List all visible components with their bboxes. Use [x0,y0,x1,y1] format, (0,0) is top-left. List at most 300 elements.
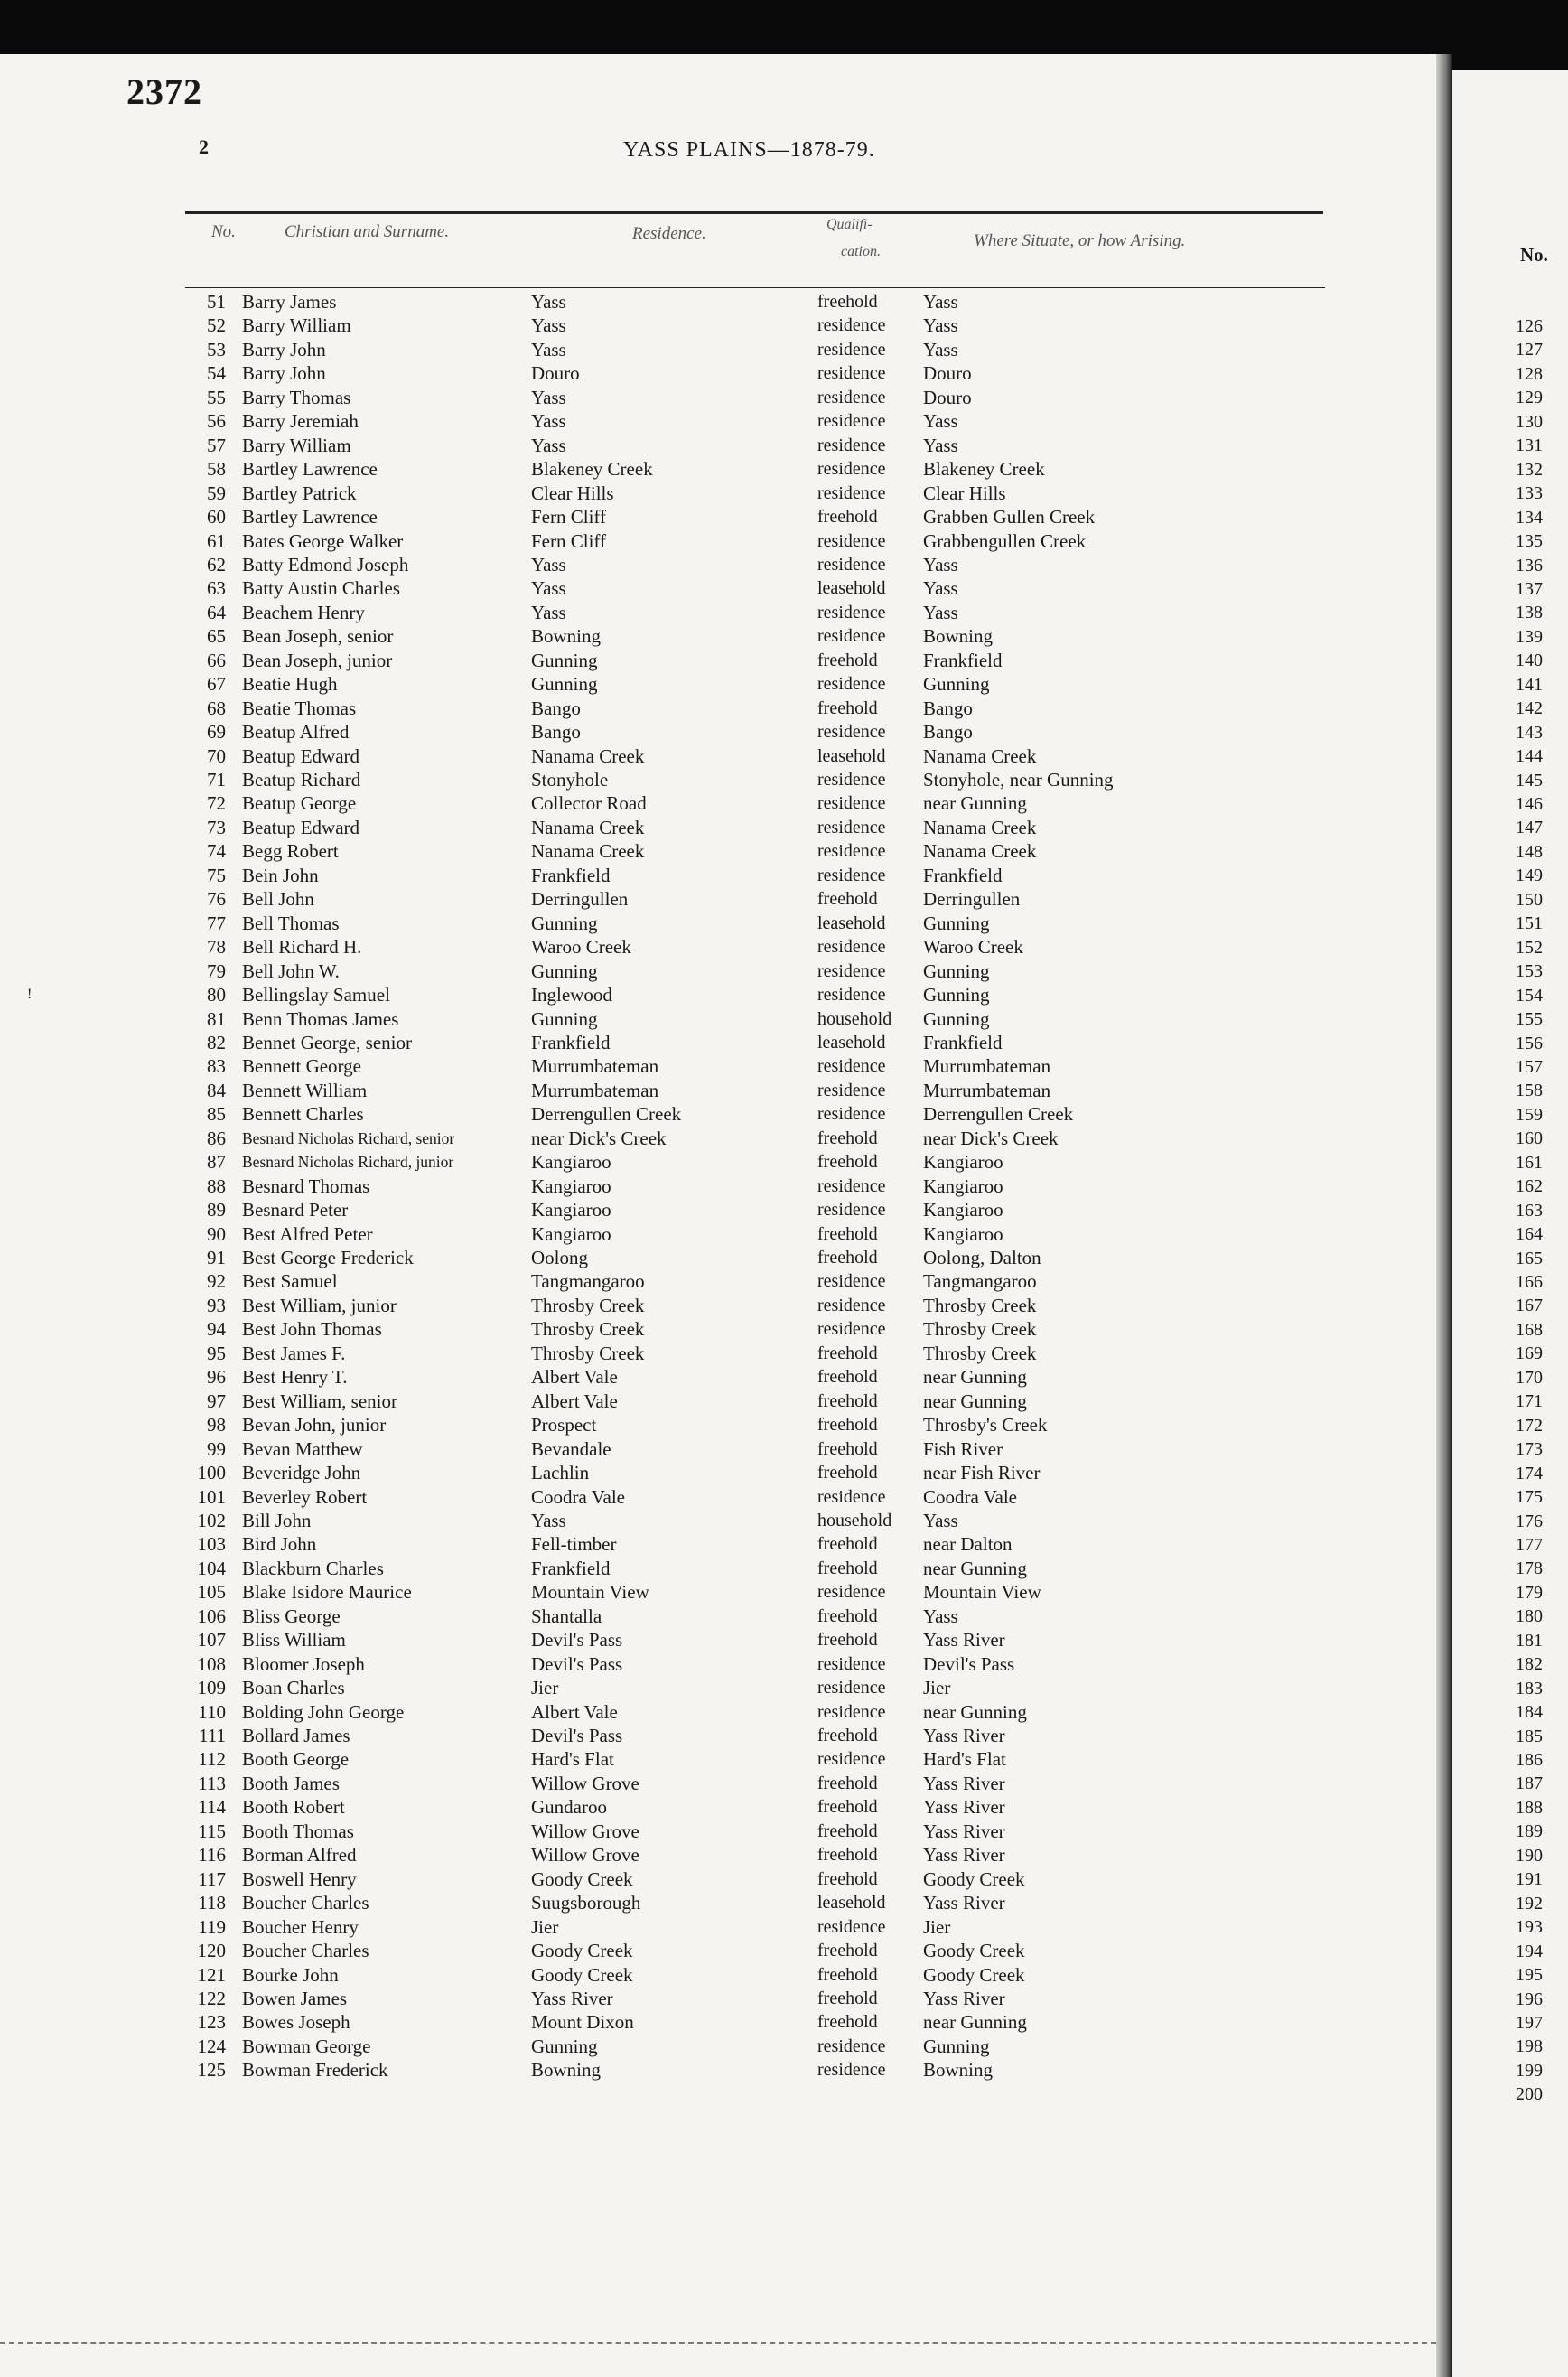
entry-number: 67 [207,673,226,696]
right-page-header-no: No. [1520,244,1548,266]
right-page-entry-number: 182 [1516,1654,1543,1675]
where-situate: Yass River [923,1892,1005,1914]
qualification: residence [817,817,886,838]
entry-number: 73 [207,816,226,838]
right-page-entry-number: 138 [1516,603,1543,623]
right-page-entry-number: 198 [1516,2036,1543,2057]
where-situate: Douro [923,362,972,385]
voter-name: Best Samuel [242,1270,338,1293]
voter-name: Bean Joseph, junior [242,649,393,671]
residence: Kangiaroo [531,1151,611,1174]
right-page-entry-number: 165 [1516,1248,1543,1268]
header-name: Christian and Surname. [285,222,450,241]
right-page-entry-number: 175 [1516,1487,1543,1508]
qualification: residence [817,1271,886,1292]
residence: Albert Vale [531,1390,618,1412]
entry-number: 100 [197,1462,226,1484]
voter-name: Bell Thomas [242,912,340,934]
residence: Clear Hills [531,482,614,504]
right-page-entry-number: 163 [1516,1200,1543,1221]
entry-number: 106 [197,1605,226,1627]
entry-number: 53 [207,338,226,360]
header-residence: Residence. [632,224,706,243]
where-situate: near Gunning [923,2011,1027,2034]
where-situate: Kangiaroo [923,1151,1003,1174]
entry-number: 105 [197,1581,226,1604]
qualification: freehold [817,1438,878,1459]
right-page-entry-number: 187 [1516,1773,1543,1794]
where-situate: Kangiaroo [923,1199,1003,1221]
residence: Yass [531,601,566,623]
residence: Frankfield [531,864,611,886]
right-page-entry-number: 128 [1516,363,1543,384]
qualification: residence [817,1056,886,1077]
entry-number: 97 [207,1390,226,1412]
qualification: residence [817,1916,886,1937]
where-situate: Yass River [923,1987,1005,2009]
right-page-entry-number: 185 [1516,1726,1543,1746]
voter-name: Barry Jeremiah [242,410,359,433]
entry-number: 124 [197,2035,226,2057]
where-situate: Douro [923,386,972,408]
entry-number: 75 [207,864,226,886]
residence: Fern Cliff [531,529,607,552]
right-page-entry-number: 188 [1516,1797,1543,1818]
residence: Lachlin [531,1462,590,1484]
where-situate: Fish River [923,1437,1003,1460]
residence: Kangiaroo [531,1174,611,1197]
where-situate: Murrumbateman [923,1055,1051,1078]
voter-name: Bowman Frederick [242,2059,388,2082]
right-page-entry-number: 148 [1516,841,1543,862]
voter-name: Bartley Patrick [242,482,357,504]
where-situate: Yass River [923,1629,1005,1652]
residence: Devil's Pass [531,1629,623,1652]
where-situate: Goody Creek [923,1963,1025,1986]
right-page-entry-number: 167 [1516,1296,1543,1316]
qualification: freehold [817,1820,878,1841]
right-page-entry-number: 151 [1516,913,1543,934]
residence: Frankfield [531,1031,611,1053]
residence: Yass [531,434,566,456]
entry-number: 78 [207,936,226,959]
where-situate: Derringullen [923,888,1021,911]
qualification: residence [817,1749,886,1770]
right-page-entry-number: 181 [1516,1630,1543,1651]
qualification: residence [817,865,886,885]
qualification: household [817,1510,892,1530]
residence: Goody Creek [531,1940,633,1962]
voter-name: Bennett Charles [242,1103,364,1126]
right-page-entry-number: 174 [1516,1463,1543,1483]
voter-name: Bartley Lawrence [242,458,378,481]
right-page-entry-number: 169 [1516,1343,1543,1364]
stray-mark: ! [27,987,33,1002]
voter-name: Boucher Henry [242,1915,359,1938]
right-page-entry-number: 193 [1516,1917,1543,1938]
right-page-entry-number: 190 [1516,1845,1543,1866]
where-situate: Yass [923,434,958,456]
where-situate: Gunning [923,959,990,982]
where-situate: Nanama Creek [923,816,1037,838]
voter-name: Boswell Henry [242,1867,357,1890]
where-situate: Yass [923,577,958,600]
entry-number: 112 [198,1748,226,1771]
residence: Fern Cliff [531,506,607,529]
qualification: residence [817,315,886,336]
qualification: residence [817,602,886,622]
where-situate: Bango [923,721,973,744]
right-page-entry-number: 132 [1516,459,1543,480]
entry-number: 55 [207,386,226,408]
right-page-entry-number: 161 [1516,1152,1543,1173]
where-situate: Blakeney Creek [923,458,1045,481]
qualification: residence [817,674,886,695]
voter-name: Boan Charles [242,1677,345,1699]
residence: Albert Vale [531,1366,618,1389]
qualification: freehold [817,1223,878,1244]
voter-name: Bill John [242,1509,312,1531]
right-page-entry-number: 147 [1516,818,1543,838]
residence: Throsby Creek [531,1342,645,1364]
voter-name: Bell John [242,888,314,911]
right-page-entry-number: 126 [1516,316,1543,336]
qualification: leasehold [817,912,886,933]
residence: Yass [531,291,566,313]
qualification: leasehold [817,1893,886,1914]
where-situate: Frankfield [923,864,1003,886]
right-page-entry-number: 135 [1516,531,1543,552]
voter-name: Best William, senior [242,1390,397,1412]
residence: Coodra Vale [531,1485,626,1508]
entry-number: 61 [207,529,226,552]
residence: Throsby Creek [531,1318,645,1341]
residence: Nanama Creek [531,816,645,838]
where-situate: Throsby's Creek [923,1414,1048,1436]
residence: Mountain View [531,1581,649,1604]
entry-number: 120 [197,1940,226,1962]
right-page-entry-number: 143 [1516,722,1543,743]
entry-number: 71 [207,769,226,791]
voter-name: Bolding John George [242,1700,405,1723]
residence: Hard's Flat [531,1748,614,1771]
residence: near Dick's Creek [531,1127,667,1149]
right-page-entry-number: 168 [1516,1319,1543,1340]
voter-name: Beachem Henry [242,601,365,623]
where-situate: Yass River [923,1772,1005,1794]
where-situate: Yass River [923,1725,1005,1746]
voter-name: Beatup Alfred [242,721,350,744]
qualification: freehold [817,1390,878,1411]
voter-name: Boucher Charles [242,1940,369,1962]
right-page-entry-number: 166 [1516,1272,1543,1292]
voter-name: Bates George Walker [242,529,404,552]
where-situate: Jier [923,1915,951,1938]
qualification: residence [817,793,886,814]
right-page-entry-number: 130 [1516,411,1543,432]
residence: Fell-timber [531,1533,617,1556]
where-situate: Throsby Creek [923,1318,1037,1341]
qualification: residence [817,363,886,384]
where-situate: Gunning [923,984,990,1006]
qualification: residence [817,1175,886,1196]
right-page-entry-number: 158 [1516,1081,1543,1101]
header-no: No. [211,222,236,241]
right-page-entry-number: 199 [1516,2060,1543,2081]
residence: Gunning [531,959,598,982]
right-page-entry-number: 191 [1516,1869,1543,1890]
where-situate: Yass [923,410,958,433]
right-page-entry-number: 145 [1516,770,1543,791]
where-situate: Yass [923,291,958,313]
voter-name: Batty Edmond Joseph [242,553,409,576]
residence: Goody Creek [531,1963,633,1986]
right-page-entry-number: 153 [1516,961,1543,982]
entry-number: 56 [207,410,226,433]
where-situate: Throsby Creek [923,1294,1037,1316]
voter-name: Barry William [242,314,351,337]
entry-number: 89 [207,1199,226,1221]
residence: Bango [531,721,581,744]
voter-name: Bevan Matthew [242,1437,363,1460]
page-bottom-rule [0,2342,1436,2344]
qualification: residence [817,1104,886,1125]
residence: Gunning [531,649,598,671]
right-page-entry-number: 173 [1516,1439,1543,1460]
where-situate: Stonyhole, near Gunning [923,769,1114,791]
where-situate: Gunning [923,2035,990,2057]
residence: Willow Grove [531,1820,639,1842]
residence: Willow Grove [531,1772,639,1794]
qualification: freehold [817,1773,878,1793]
where-situate: Gunning [923,912,990,934]
residence: Frankfield [531,1557,611,1579]
where-situate: Nanama Creek [923,744,1037,767]
voter-name: Bliss William [242,1629,346,1652]
entry-number: 115 [198,1820,226,1842]
voter-name: Barry John [242,338,326,360]
qualification: freehold [817,1605,878,1626]
where-situate: Yass [923,553,958,576]
voter-name: Bevan John, junior [242,1414,387,1436]
residence: Waroo Creek [531,936,631,959]
right-page-entry-number: 179 [1516,1582,1543,1603]
right-page-entry-number: 134 [1516,507,1543,528]
residence: Shantalla [531,1605,602,1627]
right-page-entry-number: 156 [1516,1033,1543,1053]
where-situate: Gunning [923,673,990,696]
where-situate: Throsby Creek [923,1342,1037,1364]
qualification: freehold [817,1630,878,1651]
voter-name: Bowman George [242,2035,371,2057]
entry-number: 65 [207,625,226,648]
residence: Goody Creek [531,1867,633,1890]
entry-number: 104 [197,1557,226,1579]
qualification: freehold [817,2012,878,2033]
residence: Willow Grove [531,1844,639,1867]
entry-number: 84 [207,1079,226,1101]
right-page-entry-number: 172 [1516,1415,1543,1436]
entry-number: 113 [198,1772,226,1794]
where-situate: Devil's Pass [923,1652,1015,1675]
residence: Kangiaroo [531,1199,611,1221]
qualification: freehold [817,1868,878,1889]
qualification: residence [817,960,886,981]
entry-number: 109 [197,1677,226,1699]
residence: Prospect [531,1414,597,1436]
voter-name: Borman Alfred [242,1844,357,1867]
where-situate: Bango [923,697,973,719]
header-bottom-rule [185,287,1325,288]
voter-name: Best Alfred Peter [242,1222,373,1245]
entry-number: 79 [207,959,226,982]
entry-number: 66 [207,649,226,671]
qualification: residence [817,482,886,503]
where-situate: Clear Hills [923,482,1006,504]
qualification: residence [817,554,886,575]
entry-number: 60 [207,506,226,529]
voter-name: Bird John [242,1533,317,1556]
voter-name: Beatie Hugh [242,673,338,696]
qualification: residence [817,1200,886,1221]
residence: Yass [531,1509,566,1531]
residence: Bevandale [531,1437,611,1460]
voter-name: Blackburn Charles [242,1557,384,1579]
right-page-entry-number: 146 [1516,794,1543,814]
qualification: freehold [817,1534,878,1555]
qualification: leasehold [817,745,886,766]
where-situate: Nanama Creek [923,840,1037,863]
qualification: freehold [817,292,878,312]
qualification: freehold [817,1941,878,1961]
qualification: freehold [817,1152,878,1173]
where-situate: Yass River [923,1844,1005,1867]
voter-name: Bowen James [242,1987,348,2009]
entry-number: 63 [207,577,226,600]
residence: Devil's Pass [531,1725,623,1746]
residence: Nanama Creek [531,744,645,767]
voter-name: Bennett George [242,1055,361,1078]
right-page-entry-number: 177 [1516,1534,1543,1555]
voter-name: Blake Isidore Maurice [242,1581,412,1604]
entry-number: 96 [207,1366,226,1389]
voter-name: Benn Thomas James [242,1007,399,1030]
right-page-entry-number: 189 [1516,1821,1543,1842]
right-page-entry-number: 142 [1516,698,1543,719]
residence: Collector Road [531,792,647,815]
residence: Blakeney Creek [531,458,653,481]
voter-name: Best George Frederick [242,1247,414,1268]
entry-number: 58 [207,458,226,481]
right-page-entry-number: 162 [1516,1176,1543,1197]
entry-number: 118 [198,1892,226,1914]
right-page-entry-number: 200 [1516,2084,1543,2105]
entry-number: 68 [207,697,226,719]
where-situate: near Dick's Creek [923,1127,1059,1149]
qualification: residence [817,530,886,551]
right-page-entry-number: 133 [1516,483,1543,504]
qualification: leasehold [817,578,886,599]
voter-name: Bowes Joseph [242,2011,350,2034]
entry-number: 64 [207,601,226,623]
right-page-entry-number: 137 [1516,578,1543,599]
entry-number: 91 [207,1247,226,1268]
residence: Yass [531,553,566,576]
qualification: freehold [817,697,878,718]
where-situate: Jier [923,1677,951,1699]
voter-name: Best William, junior [242,1294,397,1316]
where-situate: Oolong, Dalton [923,1247,1041,1268]
where-situate: near Dalton [923,1533,1013,1556]
qualification: residence [817,1295,886,1315]
residence: Yass [531,314,566,337]
entry-number: 81 [207,1007,226,1030]
voter-name: Booth Robert [242,1796,345,1819]
qualification: residence [817,387,886,407]
right-page-entry-number: 164 [1516,1224,1543,1245]
right-page-entry-number: 184 [1516,1702,1543,1723]
where-situate: Goody Creek [923,1940,1025,1962]
page-gutter [1436,54,1452,2377]
qualification: freehold [817,1964,878,1985]
right-page-entry-number: 152 [1516,937,1543,958]
voter-name: Barry William [242,434,351,456]
residence: Oolong [531,1247,588,1268]
voter-name: Barry John [242,362,326,385]
entry-number: 122 [197,1987,226,2009]
entry-number: 85 [207,1103,226,1126]
voter-name: Booth James [242,1772,340,1794]
qualification: residence [817,841,886,862]
qualification: household [817,1008,892,1029]
residence: Tangmangaroo [531,1270,645,1293]
right-page-entry-number: 160 [1516,1128,1543,1149]
where-situate: Mountain View [923,1581,1041,1604]
voter-name: Bennet George, senior [242,1031,412,1053]
where-situate: Yass River [923,1796,1005,1819]
qualification: residence [817,985,886,1006]
qualification: freehold [817,1367,878,1388]
right-page-entry-number: 139 [1516,626,1543,647]
entry-number: 95 [207,1342,226,1364]
entry-number: 82 [207,1031,226,1053]
right-page-entry-number: 186 [1516,1750,1543,1770]
voter-name: Bein John [242,864,319,886]
qualification: freehold [817,889,878,910]
entry-number: 69 [207,721,226,744]
right-page-entry-number: 171 [1516,1391,1543,1412]
voter-name: Best Henry T. [242,1366,348,1389]
voter-name: Bourke John [242,1963,339,1986]
residence: Throsby Creek [531,1294,645,1316]
entry-number: 59 [207,482,226,504]
entry-number: 116 [198,1844,226,1867]
right-page-entry-number: 155 [1516,1009,1543,1030]
residence: Inglewood [531,984,612,1006]
where-situate: Yass [923,338,958,360]
page-number: 2 [199,136,209,158]
right-page-entry-number: 154 [1516,985,1543,1006]
entry-number: 62 [207,553,226,576]
where-situate: near Gunning [923,1390,1027,1412]
where-situate: Bowning [923,2059,994,2082]
right-page-entry-number: 178 [1516,1558,1543,1579]
voter-name: Booth George [242,1748,350,1771]
where-situate: Coodra Vale [923,1485,1018,1508]
right-page-entry-number: 129 [1516,388,1543,408]
right-page-entry-number: 194 [1516,1941,1543,1961]
voter-name: Beatup Edward [242,744,360,767]
